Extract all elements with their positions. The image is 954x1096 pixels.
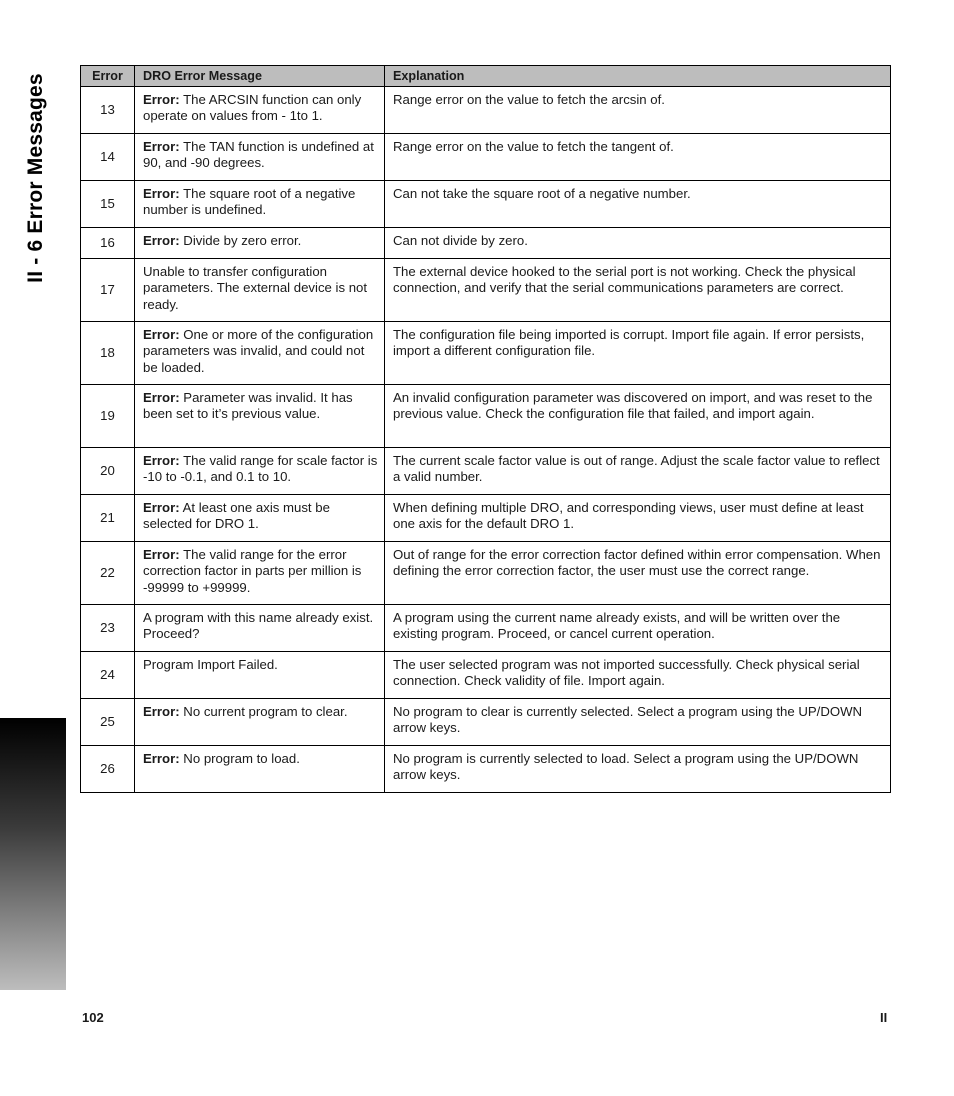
error-code: 25 [81,699,135,746]
error-code: 18 [81,322,135,385]
error-message [135,699,385,746]
error-message-text: No program to load. [179,751,300,766]
table-row [81,181,891,228]
error-explanation: The configuration file being imported is corrupt. Import file again. If error persists, import a different configuration file. [385,322,891,385]
error-explanation: Out of range for the error correction factor defined within error compensation. When defining the error correction factor, the user must use the correct range. [385,542,891,605]
error-code: 16 [81,228,135,259]
error-prefix: Error: [143,327,180,342]
table-row [81,495,891,542]
error-explanation: Range error on the value to fetch the tangent of. [385,134,891,181]
error-message-text: Unable to transfer configuration parameters. The external device is not ready. [143,264,368,312]
error-message-text: The TAN function is undefined at 90, and -90 degrees. [143,139,374,171]
header-explanation: Explanation [385,66,891,87]
error-message [135,746,385,793]
error-message-text: A program with this name already exist. Proceed? [143,610,374,642]
error-prefix: Error: [143,547,180,562]
error-message [135,259,385,322]
error-explanation: No program is currently selected to load. Select a program using the UP/DOWN arrow keys. [385,746,891,793]
error-table [80,65,891,793]
error-message [135,181,385,228]
error-explanation: The external device hooked to the serial port is not working. Check the physical connection, and verify that the serial communications parameters are correct. [385,259,891,322]
section-title: II - 6 Error Messages [24,73,47,283]
table-row [81,87,891,134]
error-code: 26 [81,746,135,793]
error-explanation: No program to clear is currently selected. Select a program using the UP/DOWN arrow keys. [385,699,891,746]
error-prefix: Error: [143,390,180,405]
table-row [81,699,891,746]
error-message [135,495,385,542]
error-code: 13 [81,87,135,134]
error-message [135,605,385,652]
error-explanation: Range error on the value to fetch the arcsin of. [385,87,891,134]
error-prefix: Error: [143,500,180,515]
table-row [81,385,891,448]
error-message [135,322,385,385]
header-message: DRO Error Message [135,66,385,87]
error-prefix: Error: [143,233,180,248]
error-message [135,385,385,448]
error-message-text: Divide by zero error. [179,233,302,248]
table-row [81,259,891,322]
table-body [81,87,891,793]
error-code: 17 [81,259,135,322]
table-row [81,605,891,652]
error-code: 21 [81,495,135,542]
error-message-text: One or more of the configuration parameters was invalid, and could not be loaded. [143,327,374,375]
error-message-text: Parameter was invalid. It has been set to it’s previous value. [143,390,353,422]
error-message-text: The ARCSIN function can only operate on values from - 1to 1. [143,92,362,124]
error-code: 19 [81,385,135,448]
error-prefix: Error: [143,453,180,468]
error-explanation: The current scale factor value is out of range. Adjust the scale factor value to reflect a valid number. [385,448,891,495]
section-label: II [880,1010,888,1025]
side-tab [0,0,66,990]
error-message-text: The valid range for the error correction factor in parts per million is -99999 to +99999. [143,547,362,595]
header-error: Error [81,66,135,87]
error-prefix: Error: [143,704,180,719]
error-code: 15 [81,181,135,228]
error-explanation: Can not divide by zero. [385,228,891,259]
table-header-row [81,66,891,87]
error-message-text: No current program to clear. [179,704,348,719]
error-message [135,542,385,605]
error-message [135,87,385,134]
table-row [81,652,891,699]
error-prefix: Error: [143,186,180,201]
error-explanation: The user selected program was not imported successfully. Check physical serial connection. Check validity of file. Import again. [385,652,891,699]
error-message [135,652,385,699]
error-explanation: Can not take the square root of a negative number. [385,181,891,228]
table-row [81,746,891,793]
table-row [81,448,891,495]
page-number: 102 [82,1010,104,1025]
error-explanation: When defining multiple DRO, and corresponding views, user must define at least one axis for the default DRO 1. [385,495,891,542]
table-row [81,134,891,181]
error-code: 14 [81,134,135,181]
table-row [81,228,891,259]
error-explanation: An invalid configuration parameter was discovered on import, and was reset to the previous value. Check the configuration file that failed, and import again. [385,385,891,448]
error-message-text: The valid range for scale factor is -10 to -0.1, and 0.1 to 10. [143,453,378,485]
error-prefix: Error: [143,751,180,766]
error-message-text: The square root of a negative number is undefined. [143,186,356,218]
table-row [81,542,891,605]
side-tab-gradient [0,718,66,990]
error-explanation: A program using the current name already exists, and will be written over the existing program. Proceed, or cancel current operation. [385,605,891,652]
error-code: 22 [81,542,135,605]
error-message-text: At least one axis must be selected for DRO 1. [143,500,330,532]
error-message-text: Program Import Failed. [143,657,278,672]
error-message [135,134,385,181]
error-message [135,228,385,259]
error-message [135,448,385,495]
error-code: 23 [81,605,135,652]
error-prefix: Error: [143,139,180,154]
table-row [81,322,891,385]
error-code: 24 [81,652,135,699]
error-prefix: Error: [143,92,180,107]
error-code: 20 [81,448,135,495]
